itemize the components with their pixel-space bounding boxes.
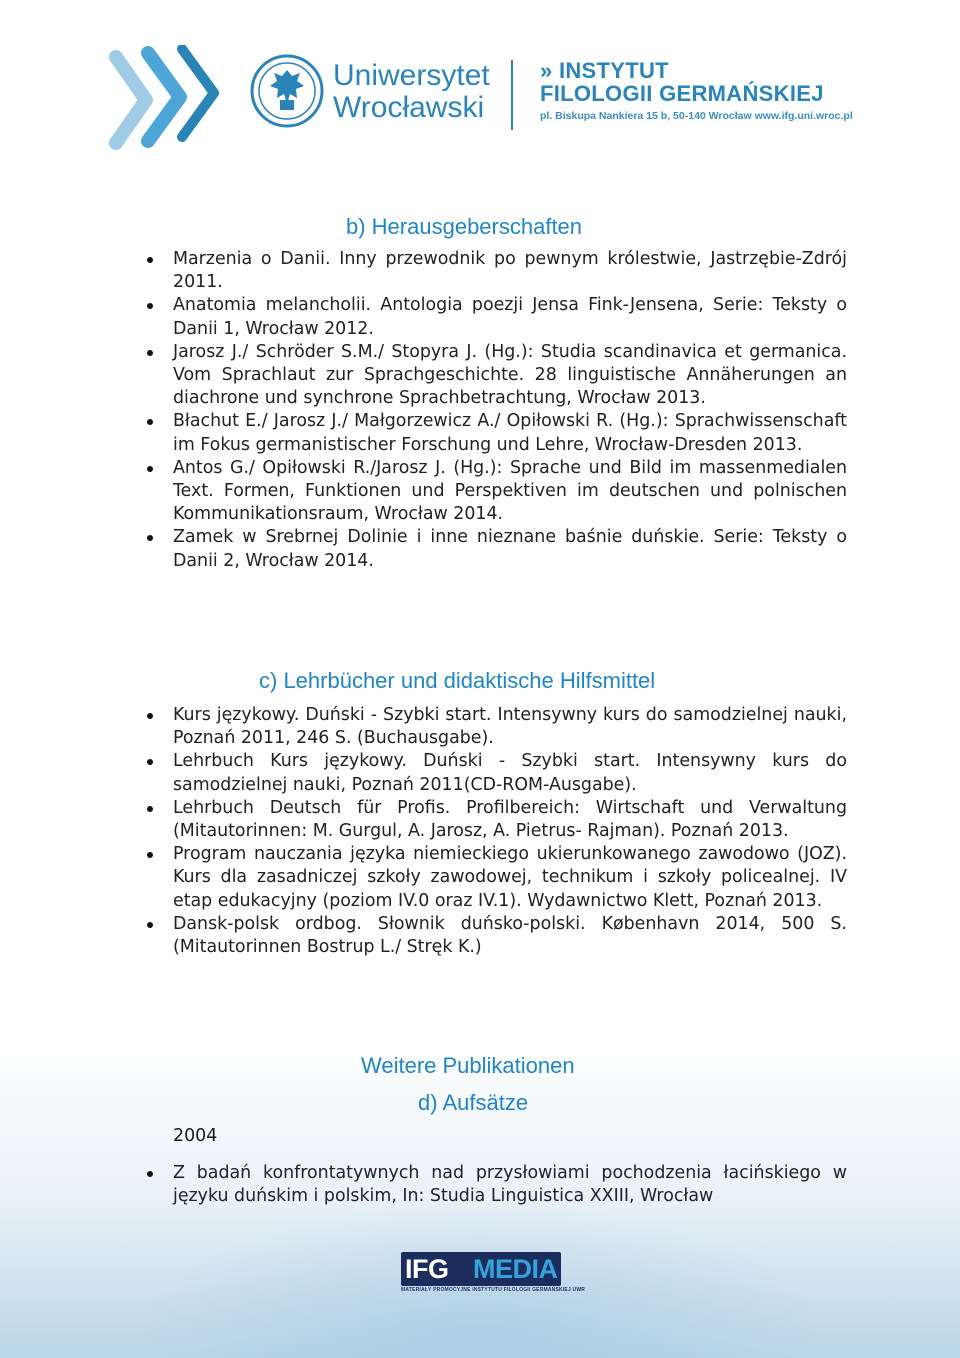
section-heading-herausgeberschaften: b) Herausgeberschaften xyxy=(346,214,583,239)
logo-ifg-text: IFG xyxy=(405,1254,449,1284)
list-item: Dansk-polsk ordbog. Słownik duńsko-polski. København 2014, 500 S. (Mitautorinnen Bostrup L./ Stręk K.) xyxy=(147,913,847,959)
list-item: Marzenia o Danii. Inny przewodnik po pewnym królestwie, Jastrzębie-Zdrój 2011. xyxy=(147,248,847,294)
institute-block xyxy=(540,60,853,126)
university-name-line1: Uniwersytet xyxy=(333,59,490,92)
page-header xyxy=(0,0,960,170)
chevrons-decoration-icon xyxy=(108,45,228,155)
list-item: Program nauczania języka niemieckiego ukierunkowanego zawodowo (JOZ). Kurs dla zasadniczej szkoły zawodowej, technikum i szkoły policealnej. IV etap edukacyjny (poziom IV.0 oraz IV.1). Wydawnictwo Klett, Poznań 2013. xyxy=(147,843,847,913)
logo-media-text: MEDIA xyxy=(473,1254,558,1284)
year-label: 2004 xyxy=(173,1126,218,1146)
university-name xyxy=(333,60,490,124)
list-aufsaetze xyxy=(147,1162,847,1208)
header-divider xyxy=(511,60,513,130)
list-item: Lehrbuch Deutsch für Profis. Profilbereich: Wirtschaft und Verwaltung (Mitautorinnen: M. Gurgul, A. Jarosz, A. Pietrus- Rajman). Poznań 2013. xyxy=(147,797,847,843)
institute-address: pl. Biskupa Nankiera 15 b, 50-140 Wrocław www.ifg.uni.wroc.pl xyxy=(540,110,853,122)
list-item: Antos G./ Opiłowski R./Jarosz J. (Hg.): Sprache und Bild im massenmedialen Text. Formen, Funktionen und Perspektiven im deutschen und polnischen Kommunikationsraum, Wrocław 2014. xyxy=(147,457,847,527)
list-item: Kurs językowy. Duński - Szybki start. Intensywny kurs do samodzielnej nauki, Poznań 2011, 246 S. (Buchausgabe). xyxy=(147,704,847,750)
list-item: Zamek w Srebrnej Dolinie i inne nieznane baśnie duńskie. Serie: Teksty o Danii 2, Wrocław 2014. xyxy=(147,526,847,572)
section-heading-aufsaetze: d) Aufsätze xyxy=(418,1090,529,1115)
institute-line2: FILOLOGII GERMAŃSKIEJ xyxy=(540,81,824,106)
list-item: Błachut E./ Jarosz J./ Małgorzewicz A./ Opiłowski R. (Hg.): Sprachwissenschaft im Fokus germanistischer Forschung und Lehre, Wrocław-Dresden 2013. xyxy=(147,410,847,456)
list-lehrbuecher xyxy=(147,704,847,959)
logo-subtitle: MATERIAŁY PROMOCYJNE INSTYTUTU FILOLOGII GERMAŃSKIEJ UWR xyxy=(401,1287,586,1293)
section-heading-weitere-publikationen: Weitere Publikationen xyxy=(361,1053,575,1078)
institute-line1: » INSTYTUT xyxy=(540,58,669,83)
section-heading-lehrbuecher: c) Lehrbücher und didaktische Hilfsmittel xyxy=(259,668,656,693)
list-item: Jarosz J./ Schröder S.M./ Stopyra J. (Hg.): Studia scandinavica et germanica. Vom Sprachlaut zur Sprachgeschichte. 28 linguistische Annäherungen an diachrone und synchrone Sprachbetrachtung, Wrocław 2013. xyxy=(147,341,847,411)
list-item: Lehrbuch Kurs językowy. Duński - Szybki start. Intensywny kurs do samodzielnej nauki, Poznań 2011(CD-ROM-Ausgabe). xyxy=(147,750,847,796)
ifg-media-logo xyxy=(401,1252,586,1297)
university-name-line2: Wrocławski xyxy=(333,91,485,124)
list-herausgeberschaften xyxy=(147,248,847,573)
list-item: Anatomia melancholii. Antologia poezji Jensa Fink-Jensena, Serie: Teksty o Danii 1, Wrocław 2012. xyxy=(147,294,847,340)
list-item: Z badań konfrontatywnych nad przysłowiami pochodzenia łacińskiego w języku duńskim i polskim, In: Studia Linguistica XXIII, Wrocław xyxy=(147,1162,847,1208)
university-seal-icon xyxy=(250,54,324,128)
